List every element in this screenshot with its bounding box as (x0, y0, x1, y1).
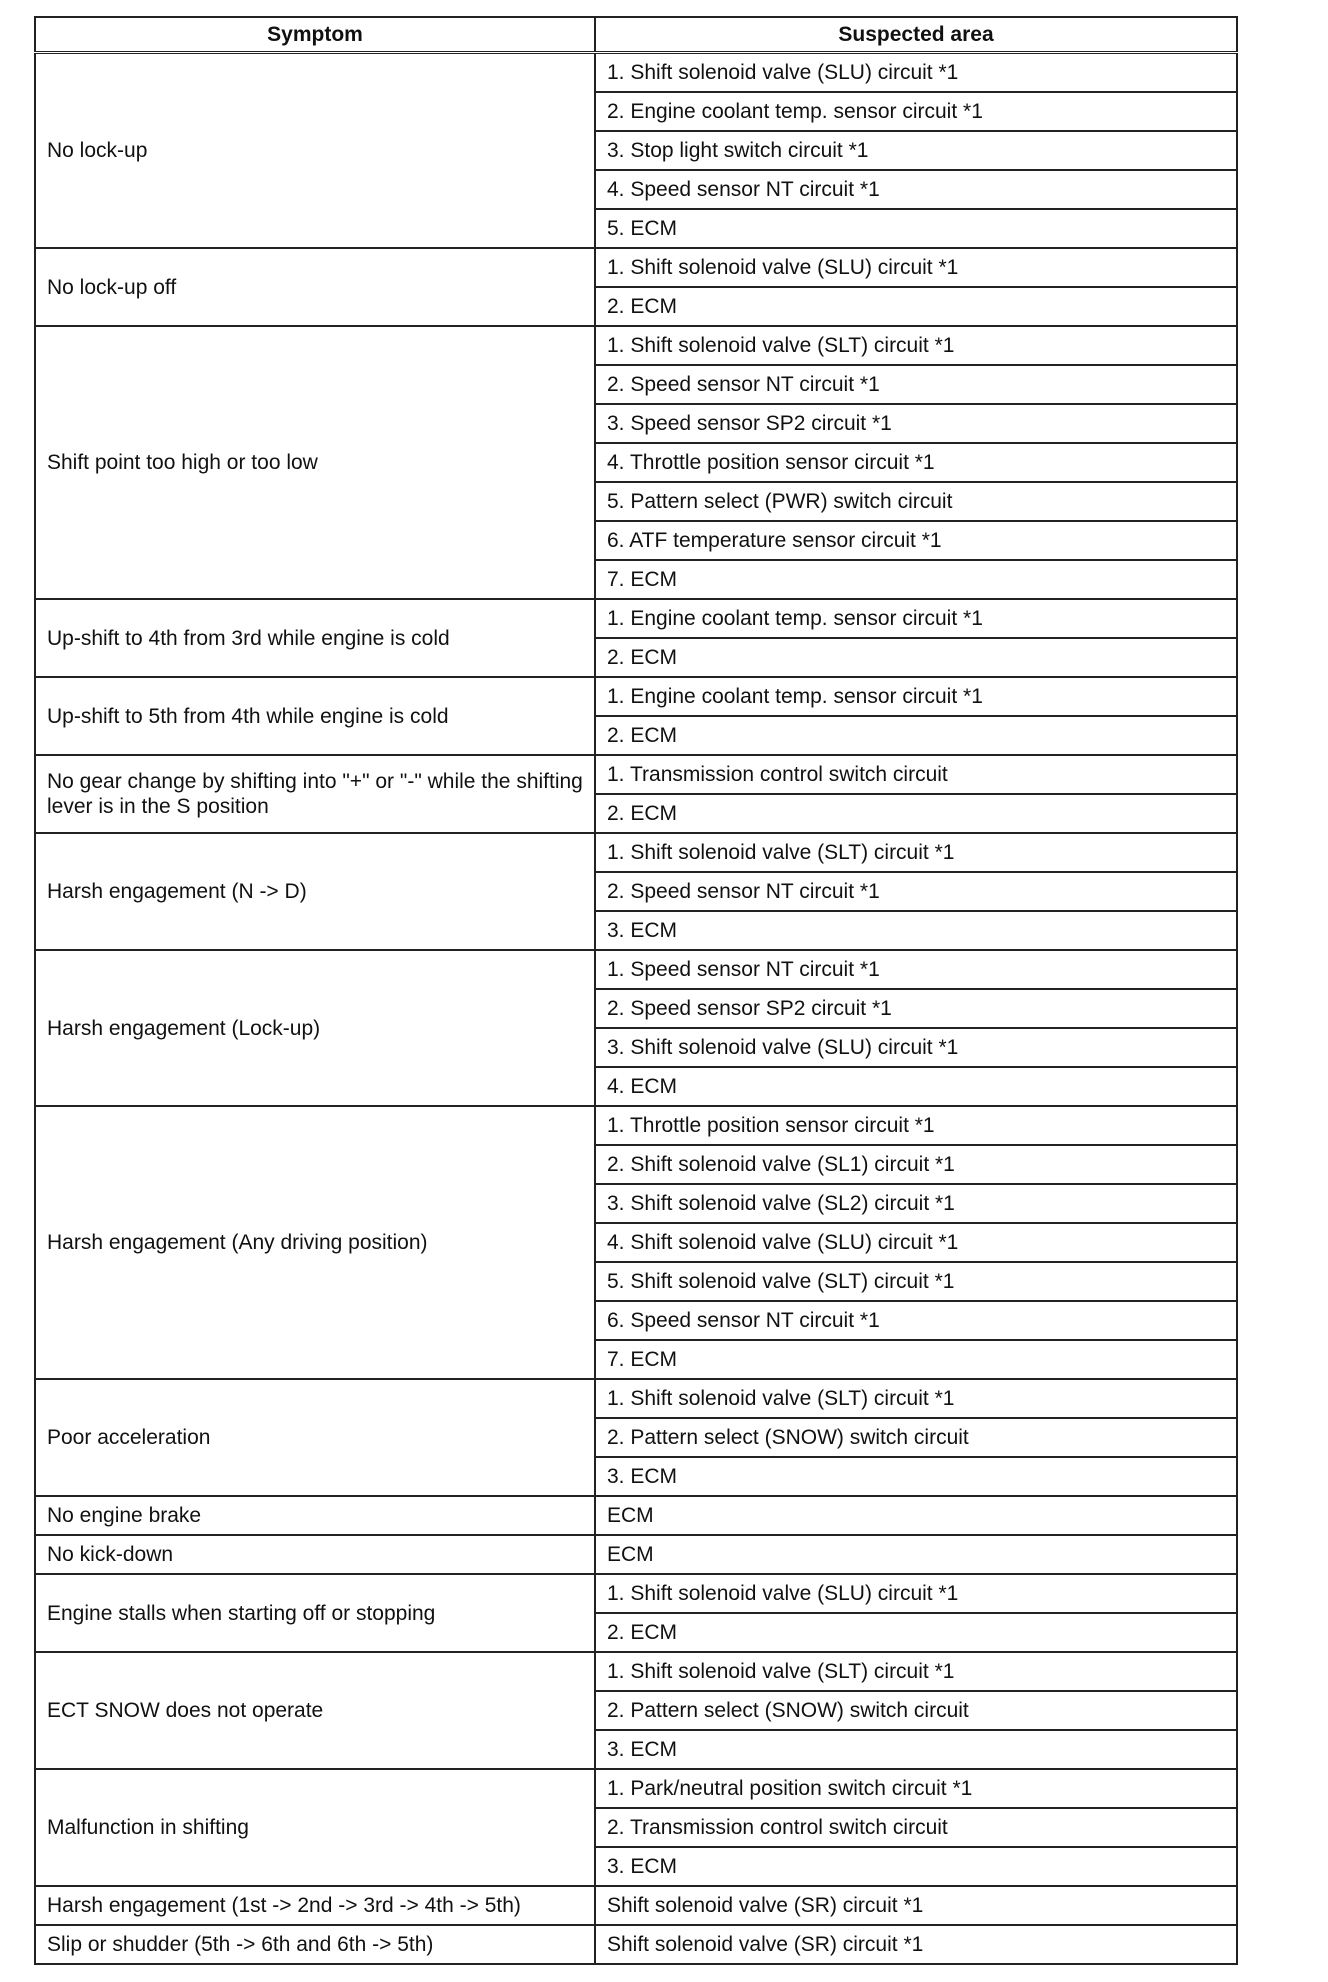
symptom-cell: Engine stalls when starting off or stopping (35, 1574, 595, 1652)
suspected-area-cell: 1. Shift solenoid valve (SLU) circuit *1 (595, 248, 1237, 287)
table-row (35, 755, 1237, 794)
symptom-cell: Harsh engagement (Lock-up) (35, 950, 595, 1106)
suspected-area-cell: 1. Engine coolant temp. sensor circuit *1 (595, 599, 1237, 638)
symptom-cell: No engine brake (35, 1496, 595, 1535)
suspected-area-cell: 2. Pattern select (SNOW) switch circuit (595, 1418, 1237, 1457)
symptom-cell: ECT SNOW does not operate (35, 1652, 595, 1769)
suspected-area-header: Suspected area (595, 17, 1237, 53)
suspected-area-cell: 6. Speed sensor NT circuit *1 (595, 1301, 1237, 1340)
table-row (35, 53, 1237, 93)
symptom-table (34, 16, 1238, 1965)
table-row (35, 1886, 1237, 1925)
symptom-cell: Harsh engagement (Any driving position) (35, 1106, 595, 1379)
table-row (35, 1379, 1237, 1418)
symptom-cell: No lock-up off (35, 248, 595, 326)
suspected-area-cell: 2. ECM (595, 794, 1237, 833)
suspected-area-cell: 1. Shift solenoid valve (SLT) circuit *1 (595, 1652, 1237, 1691)
symptom-cell: Shift point too high or too low (35, 326, 595, 599)
symptom-cell: Up-shift to 5th from 4th while engine is cold (35, 677, 595, 755)
suspected-area-cell: 4. Shift solenoid valve (SLU) circuit *1 (595, 1223, 1237, 1262)
symptom-cell: No kick-down (35, 1535, 595, 1574)
symptom-cell: No lock-up (35, 53, 595, 249)
suspected-area-cell: 2. ECM (595, 287, 1237, 326)
suspected-area-cell: 2. Speed sensor NT circuit *1 (595, 365, 1237, 404)
suspected-area-cell: 7. ECM (595, 1340, 1237, 1379)
symptom-cell: Poor acceleration (35, 1379, 595, 1496)
suspected-area-cell: 1. Transmission control switch circuit (595, 755, 1237, 794)
suspected-area-cell: ECM (595, 1496, 1237, 1535)
table-row (35, 950, 1237, 989)
table-row (35, 1574, 1237, 1613)
table-row (35, 1496, 1237, 1535)
suspected-area-cell: 4. Speed sensor NT circuit *1 (595, 170, 1237, 209)
suspected-area-cell: 5. Shift solenoid valve (SLT) circuit *1 (595, 1262, 1237, 1301)
suspected-area-cell: 3. Shift solenoid valve (SL2) circuit *1 (595, 1184, 1237, 1223)
symptom-cell: No gear change by shifting into "+" or "-" while the shifting lever is in the S position (35, 755, 595, 833)
suspected-area-cell: 1. Shift solenoid valve (SLU) circuit *1 (595, 1574, 1237, 1613)
suspected-area-cell: 1. Park/neutral position switch circuit *1 (595, 1769, 1237, 1808)
table-row (35, 833, 1237, 872)
suspected-area-cell: 3. ECM (595, 1457, 1237, 1496)
suspected-area-cell: 5. Pattern select (PWR) switch circuit (595, 482, 1237, 521)
suspected-area-cell: 3. Stop light switch circuit *1 (595, 131, 1237, 170)
suspected-area-cell: 7. ECM (595, 560, 1237, 599)
suspected-area-cell: 1. Engine coolant temp. sensor circuit *1 (595, 677, 1237, 716)
table-row (35, 1106, 1237, 1145)
table-row (35, 326, 1237, 365)
suspected-area-cell: 2. ECM (595, 1613, 1237, 1652)
table-body (35, 53, 1237, 1965)
suspected-area-cell: Shift solenoid valve (SR) circuit *1 (595, 1925, 1237, 1964)
suspected-area-cell: 2. ECM (595, 638, 1237, 677)
suspected-area-cell: 2. Engine coolant temp. sensor circuit *1 (595, 92, 1237, 131)
symptom-cell: Malfunction in shifting (35, 1769, 595, 1886)
symptom-header: Symptom (35, 17, 595, 53)
suspected-area-cell: 1. Speed sensor NT circuit *1 (595, 950, 1237, 989)
table-row (35, 599, 1237, 638)
table-row (35, 1535, 1237, 1574)
suspected-area-cell: 6. ATF temperature sensor circuit *1 (595, 521, 1237, 560)
suspected-area-cell: 1. Shift solenoid valve (SLT) circuit *1 (595, 326, 1237, 365)
suspected-area-cell: 3. ECM (595, 911, 1237, 950)
suspected-area-cell: 4. ECM (595, 1067, 1237, 1106)
suspected-area-cell: ECM (595, 1535, 1237, 1574)
suspected-area-cell: Shift solenoid valve (SR) circuit *1 (595, 1886, 1237, 1925)
suspected-area-cell: 2. Speed sensor NT circuit *1 (595, 872, 1237, 911)
symptom-cell: Slip or shudder (5th -> 6th and 6th -> 5th) (35, 1925, 595, 1964)
suspected-area-cell: 1. Shift solenoid valve (SLT) circuit *1 (595, 833, 1237, 872)
suspected-area-cell: 2. Transmission control switch circuit (595, 1808, 1237, 1847)
suspected-area-cell: 5. ECM (595, 209, 1237, 248)
symptom-cell: Up-shift to 4th from 3rd while engine is cold (35, 599, 595, 677)
table-row (35, 677, 1237, 716)
suspected-area-cell: 3. ECM (595, 1847, 1237, 1886)
header-row (35, 17, 1237, 53)
suspected-area-cell: 3. Shift solenoid valve (SLU) circuit *1 (595, 1028, 1237, 1067)
symptom-cell: Harsh engagement (N -> D) (35, 833, 595, 950)
suspected-area-cell: 2. ECM (595, 716, 1237, 755)
symptom-cell: Harsh engagement (1st -> 2nd -> 3rd -> 4th -> 5th) (35, 1886, 595, 1925)
suspected-area-cell: 3. ECM (595, 1730, 1237, 1769)
table-row (35, 1769, 1237, 1808)
suspected-area-cell: 2. Pattern select (SNOW) switch circuit (595, 1691, 1237, 1730)
table-row (35, 1652, 1237, 1691)
suspected-area-cell: 4. Throttle position sensor circuit *1 (595, 443, 1237, 482)
table-row (35, 248, 1237, 287)
table-row (35, 1925, 1237, 1964)
suspected-area-cell: 3. Speed sensor SP2 circuit *1 (595, 404, 1237, 443)
suspected-area-cell: 2. Shift solenoid valve (SL1) circuit *1 (595, 1145, 1237, 1184)
suspected-area-cell: 1. Shift solenoid valve (SLU) circuit *1 (595, 53, 1237, 93)
suspected-area-cell: 2. Speed sensor SP2 circuit *1 (595, 989, 1237, 1028)
suspected-area-cell: 1. Shift solenoid valve (SLT) circuit *1 (595, 1379, 1237, 1418)
suspected-area-cell: 1. Throttle position sensor circuit *1 (595, 1106, 1237, 1145)
